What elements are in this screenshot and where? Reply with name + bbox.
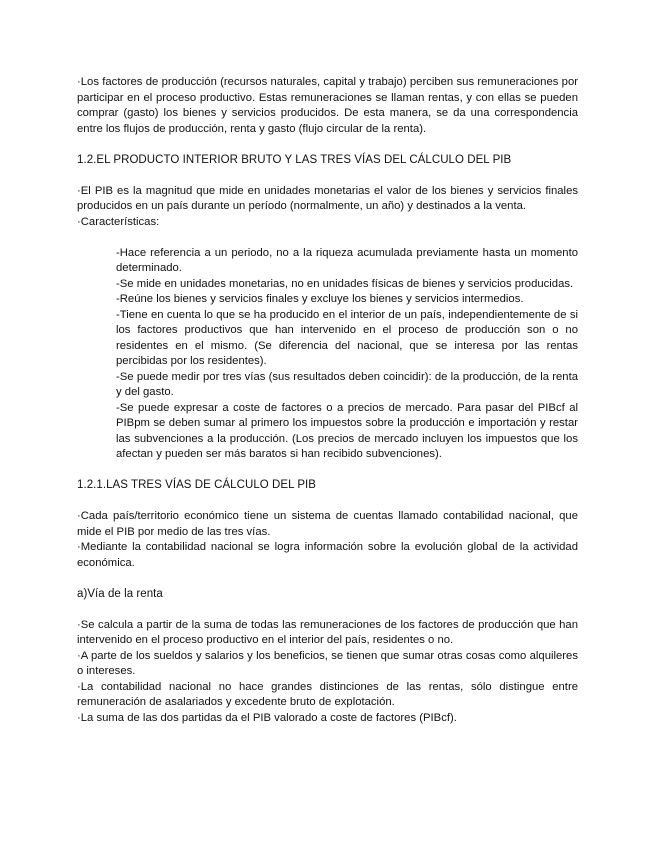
section-heading-via-renta: a)Vía de la renta [77,587,163,600]
characteristics-list [116,246,578,463]
list-item: -Se puede medir por tres vías (sus resultados deben coincidir): de la producción, de la renta y del gasto. [116,370,578,398]
paragraph: ·La suma de las dos partidas da el PIB valorado a coste de factores (PIBcf). [77,711,457,724]
section-heading-tres-vias: 1.2.1.LAS TRES VÍAS DE CÁLCULO DEL PIB [77,479,317,491]
section-heading-pib: 1.2.EL PRODUCTO INTERIOR BRUTO Y LAS TRES VÍAS DEL CÁLCULO DEL PIB [77,153,512,166]
document-page [77,75,578,726]
characteristics-label: ·Características: [77,215,160,228]
intro-paragraph: ·Los factores de producción (recursos naturales, capital y trabajo) perciben sus remuneraciones por participar en el proceso productivo. Estas remuneraciones se llaman rentas, y con ellas se pueden comprar (gasto) los bienes y servicios producidos. De esta manera, se da una correspondencia entre los flujos de producción, renta y gasto (flujo circular de la renta). [77,76,578,135]
paragraph: ·A parte de los sueldos y salarios y los beneficios, se tienen que sumar otras cosas como alquileres o intereses. [77,649,578,677]
paragraph: ·Se calcula a partir de la suma de todas las remuneraciones de los factores de producción que han intervenido en el proceso productivo en el interior del país, residentes o no. [77,618,578,646]
paragraph: ·Cada país/territorio económico tiene un sistema de cuentas llamado contabilidad nacional, que mide el PIB por medio de las tres vías. [77,510,578,538]
paragraph: ·Mediante la contabilidad nacional se logra información sobre la evolución global de la actividad económica. [77,541,578,569]
list-item: -Hace referencia a un periodo, no a la riqueza acumulada previamente hasta un momento determinado. [116,246,578,274]
via-renta-paragraphs [77,618,578,727]
pib-definition-paragraph: ·El PIB es la magnitud que mide en unidades monetarias el valor de los bienes y servicios finales producidos en un país durante un período (normalmente, un año) y destinados a la venta. [77,184,578,212]
tres-vias-paragraphs [77,509,578,571]
list-item: -Se puede expresar a coste de factores o a precios de mercado. Para pasar del PIBcf al PIBpm se deben sumar al primero los impuestos sobre la producción e importación y restar las subvenciones a la producción. (Los precios de mercado incluyen los impuestos que los afectan y pueden ser más baratos si han recibido subvenciones). [116,401,578,460]
list-item: -Se mide en unidades monetarias, no en unidades físicas de bienes y servicios producidas. [116,277,574,290]
paragraph: ·La contabilidad nacional no hace grandes distinciones de las rentas, sólo distingue entre remuneración de asalariados y excedente bruto de explotación. [77,680,578,708]
list-item: -Reúne los bienes y servicios finales y excluye los bienes y servicios intermedios. [116,293,524,305]
list-item: -Tiene en cuenta lo que se ha producido en el interior de un país, independientemente de si los factores productivos que han intervenido en el proceso de producción son o no residentes en el mismo. (Se diferencia del nacional, que se interesa por las rentas percibidas por los residentes). [116,308,578,367]
